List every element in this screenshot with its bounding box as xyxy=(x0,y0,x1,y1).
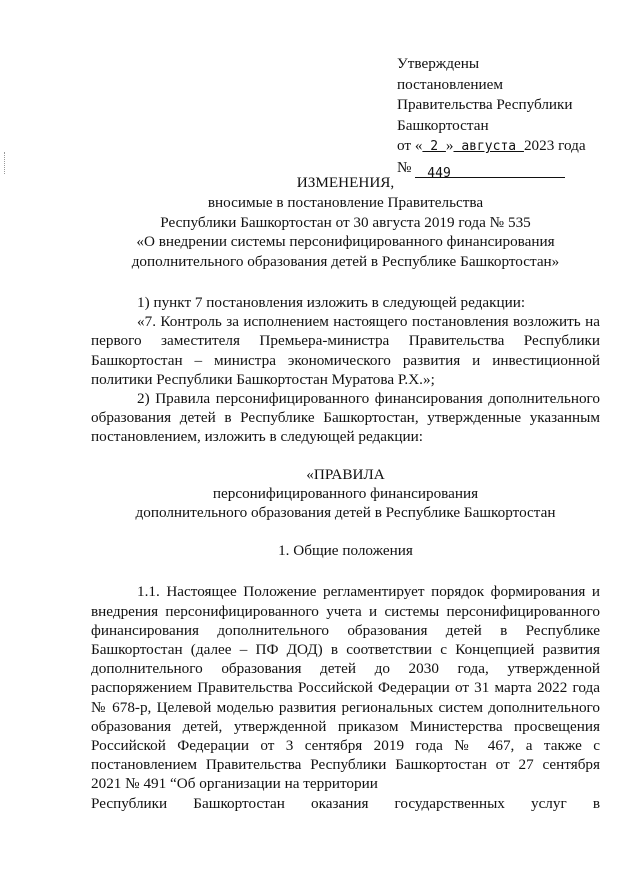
document-body xyxy=(91,173,600,813)
amendment-item-1-text: «7. Контроль за исполнением настоящего постановления возложить на первого заместителя Премьера-министра Правительства Республики Башкортостан – министра экономического развития и инвестиционной политики Республики Башкортостан Муратова Р.Х.»; xyxy=(91,313,600,388)
approval-date-day: 2 xyxy=(422,139,446,154)
rules-heading xyxy=(91,465,600,523)
changes-heading-line-3: «О внедрении системы персонифицированного финансирования xyxy=(136,233,555,251)
section-1-title: 1. Общие положения xyxy=(278,542,413,560)
approval-line-3: Правительства Республики xyxy=(397,96,573,113)
rules-subtitle-1: персонифицированного финансирования xyxy=(212,484,479,502)
changes-heading xyxy=(91,173,600,272)
approval-line-4: Башкортостан xyxy=(397,116,489,134)
amendment-item-2: 2) Правила персонифицированного финансирования дополнительного образования детей в Республике Башкортостан, утвержденные указанным постановлением, изложить в следующей редакции: xyxy=(91,390,600,446)
section-1-paragraph-1: 1.1. Настоящее Положение регламентирует порядок формирования и внедрения персонифицированного учета и системы персонифицированного финансирования дополнительного образования детей в Республике Башкортостан (далее – ПФ ДОД) в соответствии с Концепцией развития дополнительного образования детей до 2030 года, утвержденной распоряжением Правительства Российской Федерации от 31 марта 2022 года № 678-р, Целевой моделью развития региональных систем дополнительного образования детей, утвержденной приказом Министерства просвещения Российской Федерации от 3 сентября 2019 года № 467, а также с постановлением Правительства Республики Башкортостан от 27 сентября 2021 № 491 “Об организации на территории xyxy=(91,583,600,793)
approval-date-prefix: от « xyxy=(397,137,423,154)
approval-line-1: Утверждены xyxy=(397,55,480,72)
section-1-paragraph-1-last-line: Республики Башкортостан оказания государственных услуг в xyxy=(91,794,600,812)
changes-heading-line-1: вносимые в постановление Правительства xyxy=(207,193,484,211)
approval-date-suffix: 2023 года xyxy=(523,137,586,154)
approval-date-month: августа xyxy=(453,139,524,154)
rules-subtitle-2: дополнительного образования детей в Республике Башкортостан xyxy=(135,504,556,522)
approval-stamp-block xyxy=(397,54,617,181)
approval-number-label: № xyxy=(397,158,412,176)
approval-number-value: 449 xyxy=(427,166,451,181)
changes-heading-line-4: дополнительного образования детей в Республике Башкортостан» xyxy=(131,253,560,271)
changes-heading-line-2: Республики Башкортостан от 30 августа 2019 года № 535 xyxy=(160,213,531,231)
approval-line-2: постановлением xyxy=(397,75,504,93)
approval-date xyxy=(397,136,617,158)
scan-edge-mark xyxy=(4,152,8,174)
approval-date-mid: » xyxy=(445,137,454,154)
amendment-item-1: 1) пункт 7 постановления изложить в следующей редакции: xyxy=(137,293,526,311)
rules-title: «ПРАВИЛА xyxy=(306,465,385,483)
changes-title: ИЗМЕНЕНИЯ, xyxy=(296,174,395,191)
